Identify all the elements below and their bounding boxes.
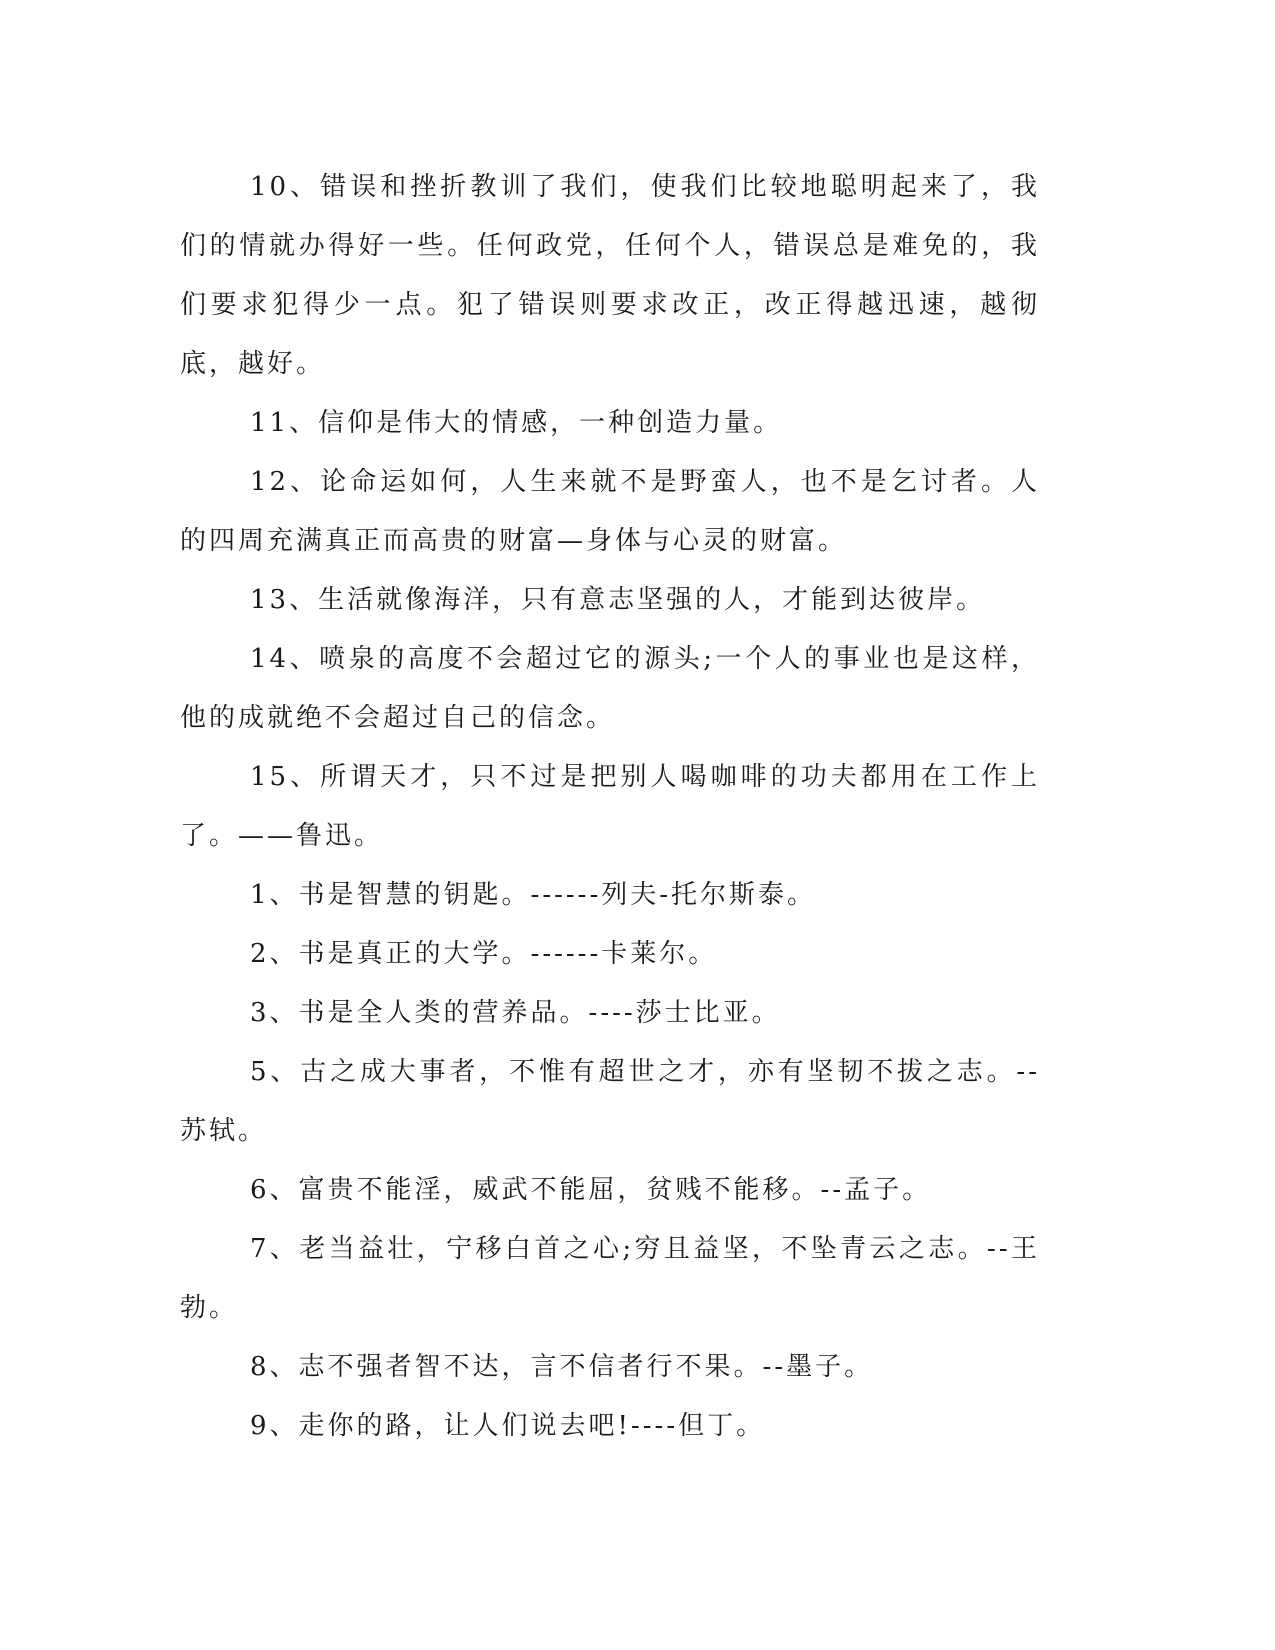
paragraph-book-1: 1、书是智慧的钥匙。------列夫-托尔斯泰。: [250, 880, 817, 910]
paragraph-quote-12: 12、论命运如何，人生来就不是野蛮人，也不是乞讨者。人的四周充满真正而高贵的财富—身体与心灵的财富。: [180, 467, 1040, 556]
paragraph-quote-10: 10、错误和挫折教训了我们，使我们比较地聪明起来了，我们的情就办得好一些。任何政党，任何个人，错误总是难免的，我们要求犯得少一点。犯了错误则要求改正，改正得越迅速，越彻底，越好。: [180, 172, 1040, 379]
paragraph-quote-11: 11、信仰是伟大的情感，一种创造力量。: [250, 408, 783, 438]
paragraph-book-2: 2、书是真正的大学。------卡莱尔。: [250, 939, 718, 969]
document-body: [180, 158, 1040, 1456]
paragraph-quote-15: 15、所谓天才，只不过是把别人喝咖啡的功夫都用在工作上了。——鲁迅。: [180, 762, 1040, 851]
paragraph-quote-13: 13、生活就像海洋，只有意志坚强的人，才能到达彼岸。: [250, 585, 986, 615]
paragraph-book-3: 3、书是全人类的营养品。----莎士比亚。: [250, 998, 781, 1028]
paragraph-ambition-7: 7、老当益壮，宁移白首之心;穷且益坚，不坠青云之志。--王勃。: [180, 1234, 1040, 1323]
paragraph-ambition-5: 5、古之成大事者，不惟有超世之才，亦有坚韧不拔之志。--苏轼。: [180, 1057, 1040, 1146]
paragraph-ambition-8: 8、志不强者智不达，言不信者行不果。--墨子。: [250, 1352, 874, 1382]
paragraph-quote-14: 14、喷泉的高度不会超过它的源头;一个人的事业也是这样，他的成就绝不会超过自己的信念。: [180, 644, 1040, 733]
paragraph-ambition-6: 6、富贵不能淫，威武不能屈，贫贱不能移。--孟子。: [250, 1175, 932, 1205]
paragraph-ambition-9: 9、走你的路，让人们说去吧!----但丁。: [250, 1411, 766, 1441]
